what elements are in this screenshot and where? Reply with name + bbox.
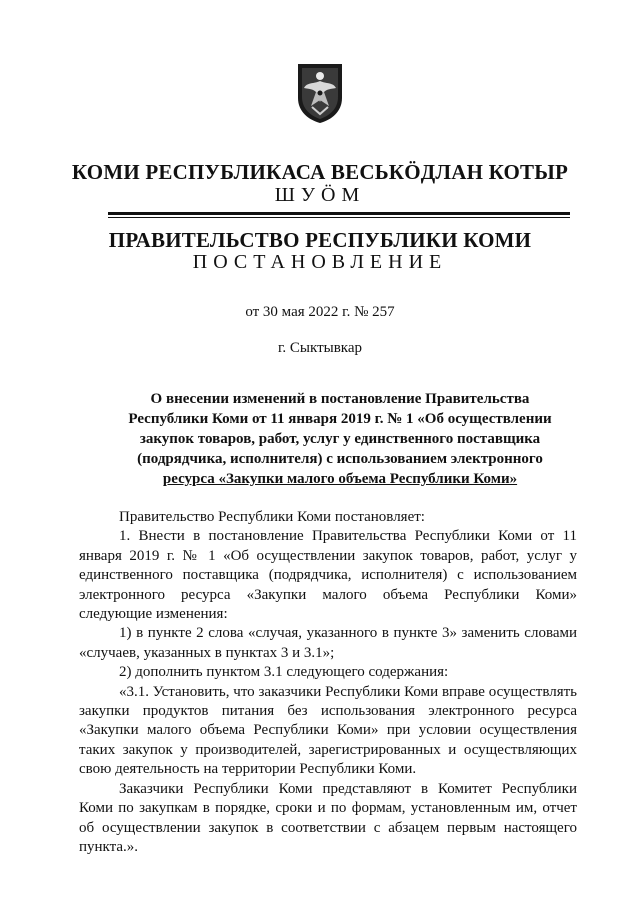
header-rule-thin xyxy=(108,217,570,218)
title-line: ресурса «Закупки малого объема Республики Коми» xyxy=(162,471,518,487)
komi-document-type: ШУӦМ xyxy=(274,184,366,206)
body-paragraph: 1. Внести в постановление Правительства Республики Коми от 11 января 2019 г. № 1 «Об осуществлении закупок товаров, работ, услуг у единственного поставщика (подрядчика, исполнителя) с использованием электронного ресурса «Закупки малого объема Республики Коми» следующие изменения: xyxy=(79,528,577,623)
russian-organization-name: ПРАВИТЕЛЬСТВО РЕСПУБЛИКИ КОМИ xyxy=(108,228,532,252)
russian-document-type: ПОСТАНОВЛЕНИЕ xyxy=(192,251,448,273)
title-line: закупок товаров, работ, услуг у единственного поставщика xyxy=(139,431,541,447)
document-body xyxy=(79,508,577,857)
body-paragraph: Заказчики Республики Коми представляют в Комитет Республики Коми по закупкам в порядке, сроки и по формам, установленным им, отчет об осуществлении закупок в соответствии с абзацем первым настоящего пункта.». xyxy=(79,780,577,855)
title-line: О внесении изменений в постановление Правительства xyxy=(150,391,530,407)
document-city: г. Сыктывкар xyxy=(277,340,363,356)
body-paragraph: «3.1. Установить, что заказчики Республики Коми вправе осуществлять закупки продуктов питания без использования электронного ресурса «Закупки малого объема Республики Коми» при условии осуществления таких закупок у производителей, зарегистрированных и осуществляющих свою деятельность на территории Республики Коми. xyxy=(79,683,577,778)
komi-organization-name: КОМИ РЕСПУБЛИКАСА ВЕСЬКӦДЛАН КОТЫР xyxy=(71,160,569,184)
document-title xyxy=(110,389,570,489)
document-date-number: от 30 мая 2022 г. № 257 xyxy=(245,304,395,320)
body-paragraph: Правительство Республики Коми постановляет: xyxy=(119,509,425,525)
title-line: Республики Коми от 11 января 2019 г. № 1 «Об осуществлении xyxy=(128,411,552,427)
title-line: (подрядчика, исполнителя) с использованием электронного xyxy=(137,451,543,467)
body-paragraph: 1) в пункте 2 слова «случая, указанного в пункте 3» заменить словами «случаев, указанных в пунктах 3 и 3.1»; xyxy=(79,625,577,661)
body-paragraph: 2) дополнить пунктом 3.1 следующего содержания: xyxy=(119,664,449,681)
coat-of-arms-emblem xyxy=(295,62,345,124)
header-rule-thick xyxy=(108,212,570,215)
